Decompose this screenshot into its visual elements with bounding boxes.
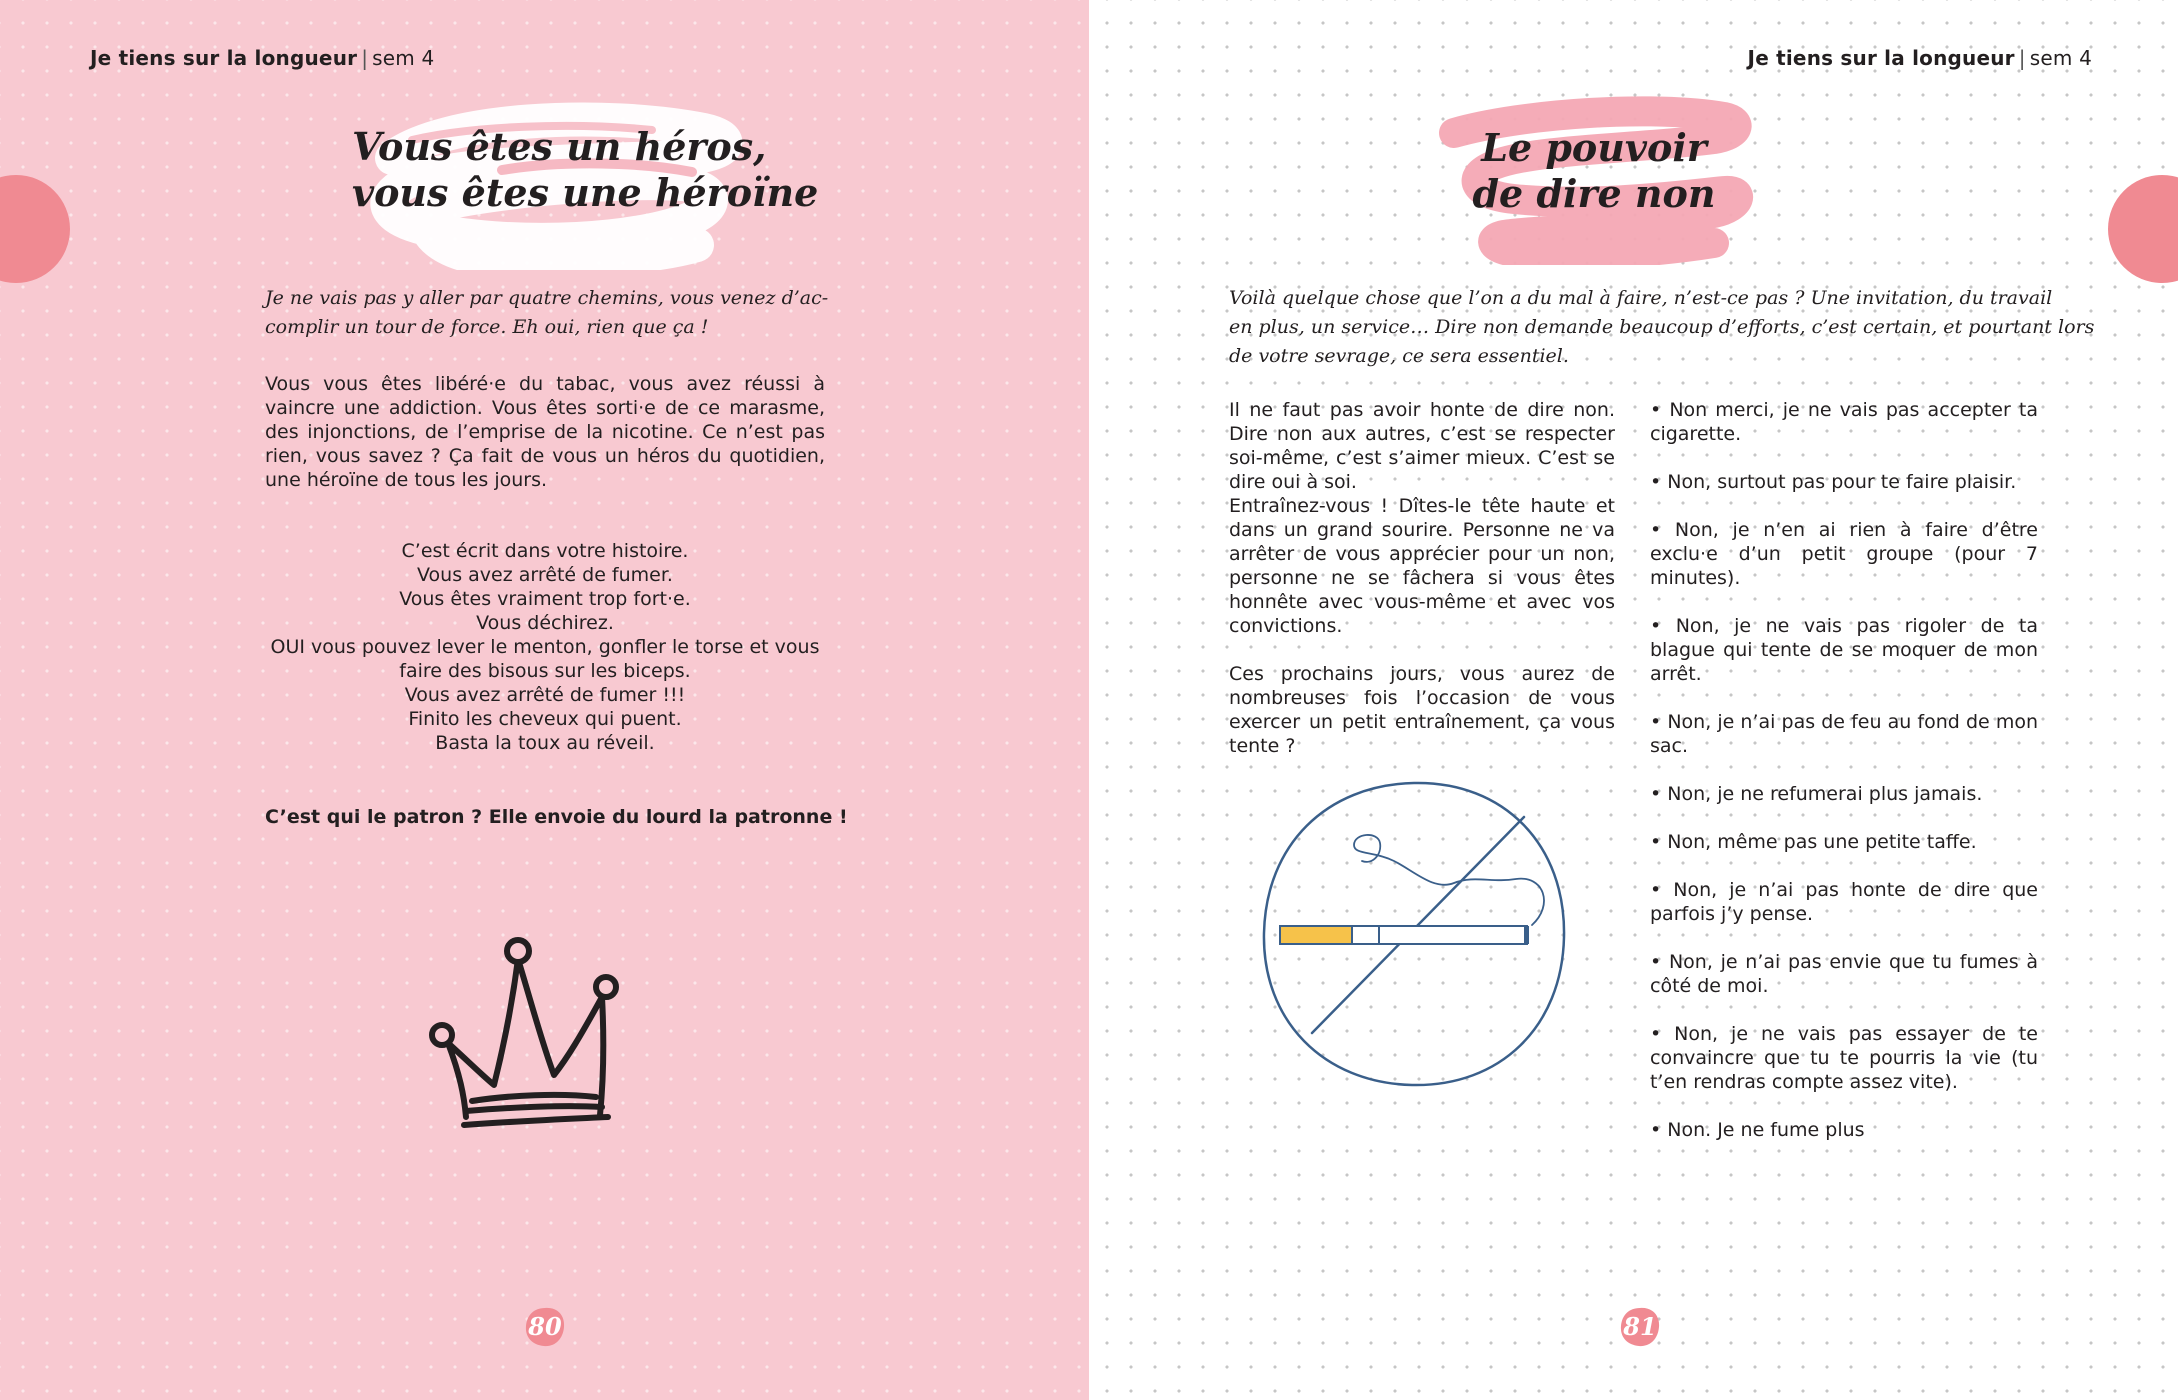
title-line-2: de dire non	[1472, 171, 1716, 216]
list-item: • Non, je n’en ai rien à faire d’être exclu·e d’un petit groupe (pour 7 minutes).	[1650, 519, 2038, 589]
poem-line: C’est écrit dans votre histoire.	[401, 540, 689, 562]
running-head-section: Je tiens sur la longueur	[90, 46, 358, 70]
list-item: • Non, je ne vais pas rigoler de ta blague qui tente de se moquer de mon arrêt.	[1650, 615, 2038, 685]
page-title	[352, 100, 819, 270]
running-head-week: sem 4	[372, 46, 435, 70]
poem-line: Vous avez arrêté de fumer !!!	[404, 684, 686, 706]
body-text	[1229, 398, 1615, 758]
intro-line-2: complir un tour de force. Eh oui, rien que ça !	[265, 316, 709, 338]
closing-line: C’est qui le patron ? Elle envoie du lourd la patronne !	[265, 806, 848, 828]
poem-line: Finito les cheveux qui puent.	[408, 708, 682, 730]
no-list	[1650, 398, 2038, 1166]
page-number-text: 80	[528, 1312, 562, 1341]
list-item: • Non, je ne refumerai plus jamais.	[1650, 783, 1983, 805]
running-head	[1748, 46, 2092, 70]
poem-line: Vous êtes vraiment trop fort·e.	[399, 588, 691, 610]
thumb-tab-marker	[2108, 175, 2178, 283]
poem-line: faire des bisous sur les biceps.	[399, 660, 691, 682]
title-line-1: Vous êtes un héros,	[352, 124, 767, 169]
poem-line: Basta la toux au réveil.	[435, 732, 655, 754]
list-item: • Non merci, je ne vais pas accepter ta cigarette.	[1650, 399, 2038, 445]
intro-line-3: de votre sevrage, ce sera essentiel.	[1229, 345, 1569, 367]
no-smoking-icon	[1254, 775, 1574, 1095]
running-head-section: Je tiens sur la longueur	[1747, 46, 2015, 70]
intro-line-1: Voilà quelque chose que l’on a du mal à faire, n’est-ce pas ? Une invitation, du travail	[1229, 287, 2053, 309]
page-number	[1618, 1305, 1662, 1349]
list-item: • Non, je n’ai pas honte de dire que parfois j’y pense.	[1650, 879, 2038, 925]
body-paragraph: Vous vous êtes libéré·e du tabac, vous avez réussi à vaincre une addiction. Vous êtes sorti·e de ce marasme, des injonctions, de l’emprise de la nicotine. Ce n’est pas rien, vous savez ? Ça fait de vous un héros du quotidien, une héroïne de tous les jours.	[265, 373, 825, 491]
running-head-separator: |	[361, 46, 369, 70]
running-head-separator: |	[2018, 46, 2026, 70]
title-line-1: Le pouvoir	[1481, 125, 1707, 170]
poem-line: Vous déchirez.	[476, 612, 614, 634]
poem-line: Vous avez arrêté de fumer.	[417, 564, 673, 586]
body-paragraph: Entraînez-vous ! Dîtes-le tête haute et dans un grand sourire. Personne ne va arrêter de vous apprécier pour un non, personne ne se fâchera si vous êtes honnête avec vous-même et avec vos convictions.	[1229, 495, 1615, 637]
body-paragraph: Ces prochains jours, vous aurez de nombreuses fois l’occasion de vous exercer un petit entraînement, ça vous tente ?	[1229, 663, 1615, 757]
body-text	[265, 372, 825, 492]
page-number-text: 81	[1623, 1312, 1657, 1341]
thumb-tab-marker	[0, 175, 70, 283]
list-item: • Non, je n’ai pas envie que tu fumes à côté de moi.	[1650, 951, 2038, 997]
list-item: • Non. Je ne fume plus	[1650, 1119, 1865, 1141]
running-head	[90, 46, 434, 70]
poem-block	[265, 539, 825, 755]
list-item: • Non, je n’ai pas de feu au fond de mon sac.	[1650, 711, 2038, 757]
list-item: • Non, même pas une petite taffe.	[1650, 831, 1977, 853]
list-item: • Non, surtout pas pour te faire plaisir.	[1650, 471, 2017, 493]
title-line-2: vous êtes une héroïne	[352, 170, 819, 215]
list-item: • Non, je ne vais pas essayer de te convaincre que tu te pourris la vie (tu t’en rendras compte assez vite).	[1650, 1023, 2038, 1093]
intro-text	[265, 284, 845, 342]
intro-line-1: Je ne vais pas y aller par quatre chemins, vous venez d’ac-	[265, 287, 829, 309]
intro-text	[1229, 284, 2109, 371]
intro-line-2: en plus, un service… Dire non demande beaucoup d’efforts, c’est certain, et pourtant lors	[1229, 316, 2095, 338]
right-page	[1089, 0, 2178, 1400]
page-number	[523, 1305, 567, 1349]
page-title	[1434, 95, 1754, 265]
body-paragraph: Il ne faut pas avoir honte de dire non. Dire non aux autres, c’est se respecter soi-même, c’est s’aimer mieux. C’est se dire oui à soi.	[1229, 399, 1615, 493]
crown-icon	[420, 925, 640, 1135]
poem-line: OUI vous pouvez lever le menton, gonfler le torse et vous	[270, 636, 820, 658]
running-head-week: sem 4	[2029, 46, 2092, 70]
